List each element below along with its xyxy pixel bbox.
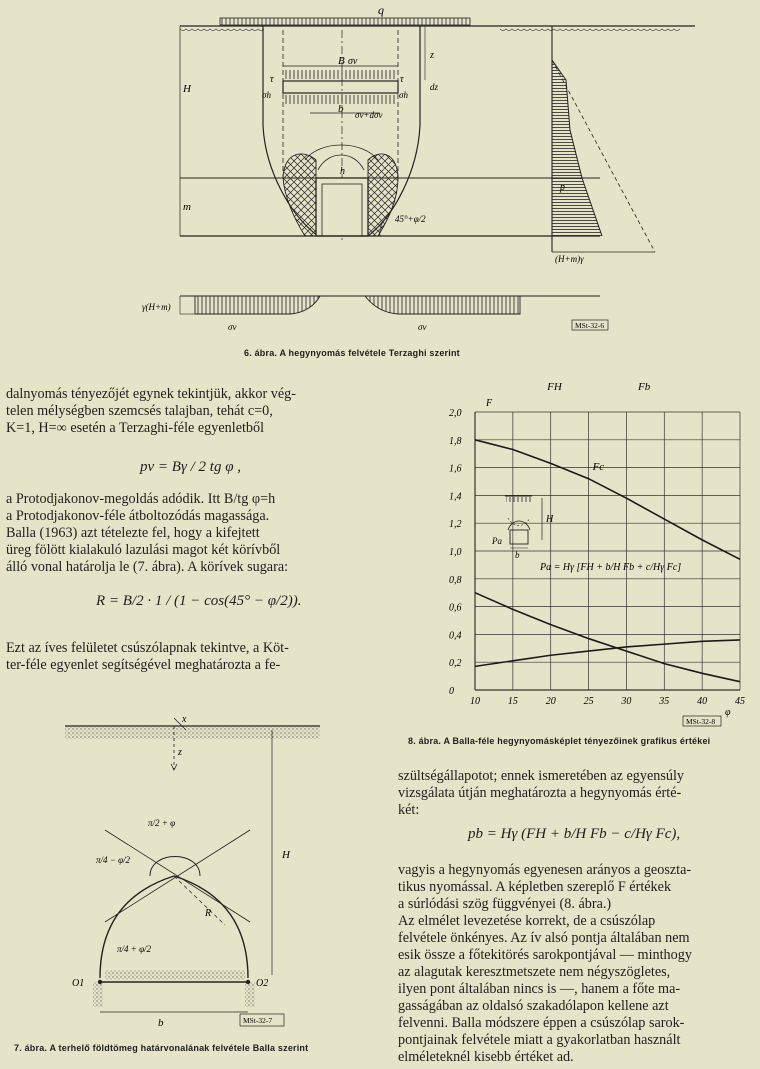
right-text-block-2: vagyis a hegynyomás egyenesen arányos a geoszta- tikus nyomással. A képletben szereplő F értékek a súrlódási szög függvényei (8. ábra.) Az elmélet levezetése korrekt, de a csúszólap felvétele önkényes. Az ív alsó pontja általában nem esik össze a főtekitörés sarokpontjával — minthogy az alagutak keresztmetszete nem négyszögletes, ilyen pont általában nincs is —, hanem a főte ma- gasságában az oldalsó szakadólapon kellene azt felvenni. Balla módszere éppen a csúszólap sarok- pontjainak felvétele miatt a gyakorlatban használt elméleteknél kisebb értéket ad. — [398, 862, 692, 1065]
svg-text:O2: O2 — [256, 978, 269, 989]
tunnel-opening — [316, 178, 368, 236]
figure-7-balla-diagram — [0, 700, 380, 1040]
figure-8-stamp: MSt-32-8 — [686, 717, 716, 726]
figure-6-terzaghi-diagram — [0, 0, 760, 365]
formula-balla: pb = Hγ (FH + b/H Fb − c/Hγ Fc), — [468, 826, 681, 842]
y-tick-label: 1,2 — [449, 519, 462, 531]
y-axis-letter: F — [486, 398, 493, 409]
svg-text:H: H — [282, 849, 290, 861]
svg-text:Pa: Pa — [492, 536, 502, 546]
svg-text:H: H — [546, 514, 554, 525]
x-tick-label: 20 — [545, 696, 556, 707]
y-tick-label: 1,6 — [449, 463, 462, 475]
svg-text:x: x — [182, 714, 187, 725]
figure-6-stamp: MSt-32-6 — [575, 321, 605, 330]
svg-text:σv+dσv: σv+dσv — [355, 110, 383, 120]
y-tick-label: 1,4 — [449, 491, 462, 503]
svg-text:τ: τ — [270, 74, 274, 85]
svg-text:dz: dz — [430, 82, 439, 92]
soil-slice-element — [283, 81, 398, 93]
y-tick-label: 2,0 — [449, 408, 462, 419]
figure-8-caption: 8. ábra. A Balla-féle hegynyomásképlet tényezőinek grafikus értékei — [408, 736, 711, 746]
chart-formula-label: Pa = Hγ [FH + b/H Fb + c/Hγ Fc] — [540, 562, 682, 573]
x-tick-label: 40 — [697, 696, 708, 707]
formula-protodjakonov: pv = Bγ / 2 tg φ , — [140, 459, 241, 475]
svg-text:O1: O1 — [72, 978, 85, 989]
svg-text:45°+φ/2: 45°+φ/2 — [395, 214, 426, 224]
svg-text:b: b — [158, 1017, 164, 1029]
svg-text:π/4 + φ/2: π/4 + φ/2 — [117, 944, 152, 954]
figure-7-stamp: MSt-32-7 — [243, 1016, 273, 1025]
figure-7-caption: 7. ábra. A terhelő földtömeg határvonalának felvétele Balla szerint — [14, 1043, 309, 1053]
surcharge-load — [220, 18, 470, 25]
svg-text:b: b — [515, 550, 520, 560]
left-text-block-3: Ezt az íves felületet csúszólapnak tekintve, a Köt- ter-féle egyenlet segítségével meghatározta a fe- — [6, 640, 289, 673]
right-text-block-1: szültségállapotot; ennek ismeretében az egyensúly vizsgálata útján meghatározta a hegynyomás érté- két: — [398, 768, 685, 818]
svg-text:π/2 + φ: π/2 + φ — [148, 818, 176, 828]
svg-text:b: b — [338, 103, 344, 115]
left-text-block-1: dalnyomás tényezőjét egynek tekintjük, akkor vég- telen mélységben szemcsés talajban, tehát c=0, K=1, H=∞ esetén a Terzaghi-féle egyenletből — [6, 386, 296, 436]
sliding-arch-curve — [100, 876, 248, 978]
chart-inset-sketch — [491, 496, 554, 560]
svg-text:σv: σv — [228, 322, 237, 332]
y-tick-label: 0,4 — [449, 630, 462, 642]
series-label-Fb: Fb — [638, 381, 651, 393]
svg-text:σh: σh — [262, 90, 271, 100]
svg-text:p: p — [560, 182, 565, 193]
svg-text:H: H — [183, 83, 191, 95]
x-tick-label: 10 — [470, 696, 480, 707]
y-tick-label: 1,0 — [449, 547, 462, 558]
svg-text:σv: σv — [418, 322, 427, 332]
svg-text:m: m — [183, 201, 191, 213]
svg-text:h: h — [340, 166, 345, 177]
x-tick-label: 35 — [659, 696, 670, 707]
x-tick-label: 25 — [583, 696, 594, 707]
formula-radius: R = B/2 · 1 / (1 − cos(45° − φ/2)). — [96, 593, 302, 609]
svg-text:z: z — [178, 747, 182, 758]
svg-text:π/4 − φ/2: π/4 − φ/2 — [96, 855, 131, 865]
svg-text:τ: τ — [400, 74, 404, 85]
y-tick-label: 0,2 — [449, 658, 462, 670]
x-axis-letter: φ — [725, 707, 731, 718]
svg-text:σv: σv — [348, 56, 358, 67]
series-line-FH — [475, 593, 740, 682]
series-label-Fc: Fc — [592, 461, 605, 474]
left-text-block-2: a Protodjakonov-megoldás adódik. Itt B/tg φ=h a Protodjakonov-féle átboltozódás magassága. Balla (1963) azt tételezte fel, hogy a kifejtett üreg fölött kialakuló lazulási magot két körívből álló vonal határolja le (7. ábra). A körívek sugara: — [6, 491, 289, 575]
figure-8-chart — [440, 381, 758, 730]
y-tick-label: 0,8 — [449, 574, 462, 586]
x-tick-label: 45 — [735, 696, 745, 707]
svg-text:σh: σh — [399, 90, 408, 100]
y-tick-label: 0 — [449, 686, 454, 697]
svg-text:B: B — [338, 55, 345, 67]
figure-6-caption: 6. ábra. A hegynyomás felvétele Terzaghi szerint — [244, 348, 460, 358]
svg-text:(H+m)γ: (H+m)γ — [555, 254, 584, 264]
svg-text:R: R — [205, 908, 212, 919]
series-label-FH: FH — [547, 381, 562, 393]
x-tick-label: 15 — [507, 696, 518, 707]
svg-text:z: z — [430, 50, 434, 61]
svg-text:γ(H+m): γ(H+m) — [142, 302, 171, 312]
label-q: q — [378, 3, 384, 17]
y-tick-label: 1,8 — [449, 435, 462, 447]
x-tick-label: 30 — [621, 696, 632, 707]
y-tick-label: 0,6 — [449, 602, 462, 614]
